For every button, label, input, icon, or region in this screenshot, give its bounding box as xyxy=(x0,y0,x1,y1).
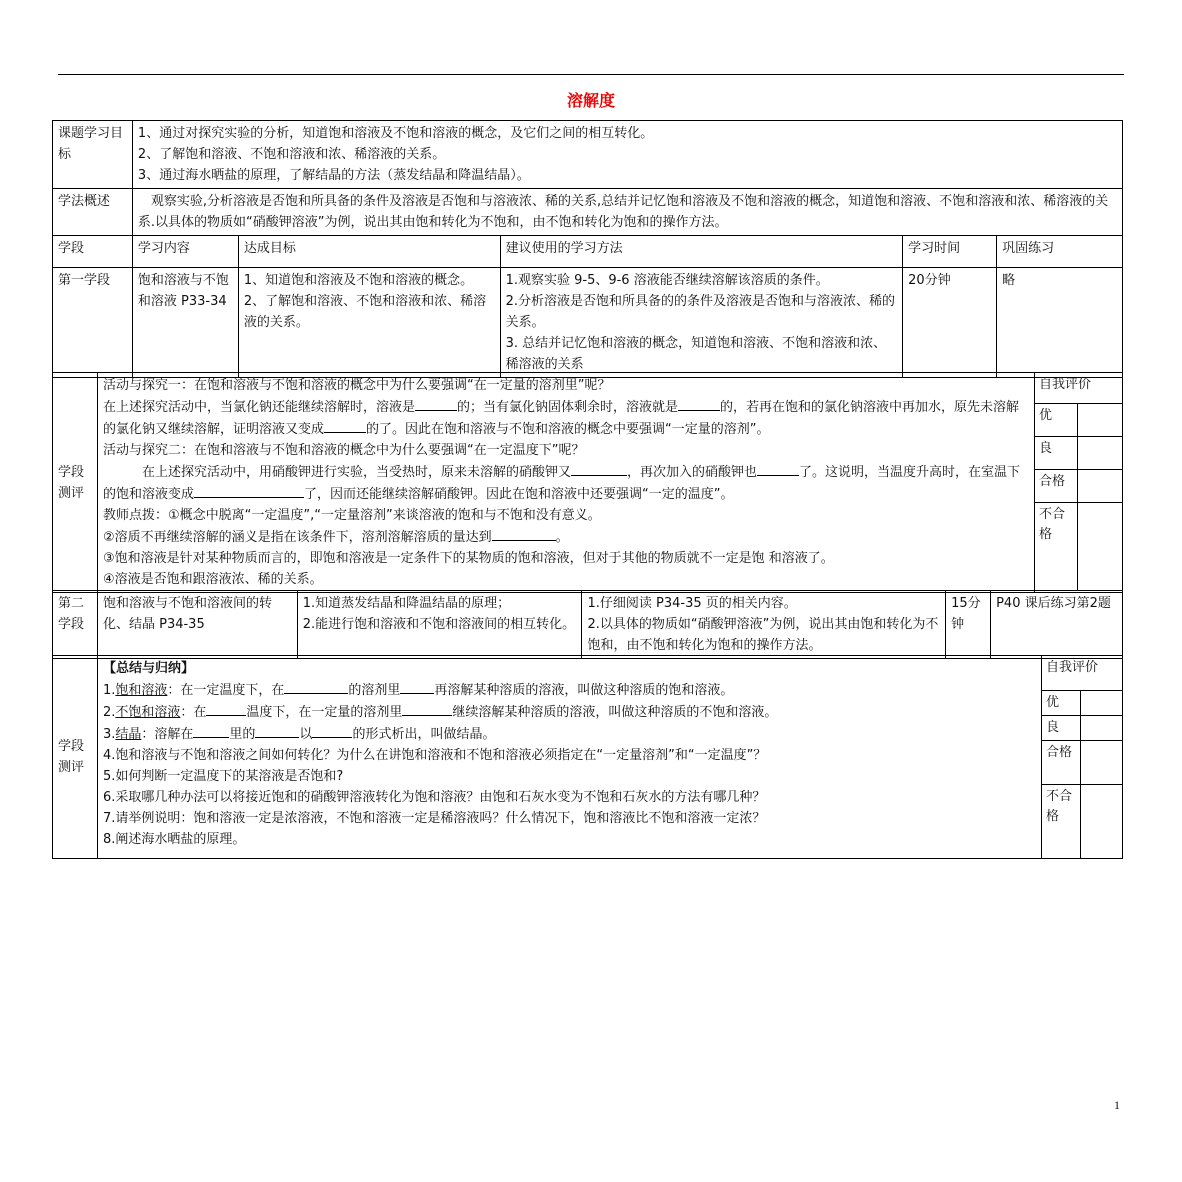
stage1-methods xyxy=(500,268,903,378)
question-7: 7.请举例说明：饱和溶液一定是浓溶液，不饱和溶液一定是稀溶液吗？什么情况下，饱和溶液比不饱和溶液一定浓？ xyxy=(102,811,766,826)
grade-box xyxy=(1078,469,1122,502)
text: 在上述探究活动中，用硝酸钾进行实验，当受热时，原来未溶解的硝酸钾又 xyxy=(141,465,571,480)
self-eval-cell xyxy=(1035,373,1123,593)
question-4: 4.饱和溶液与不饱和溶液之间如何转化？为什么在讲饱和溶液和不饱和溶液必须指定在“一定量溶剂”和“一定温度”？ xyxy=(102,748,767,763)
self-eval-cell xyxy=(1042,656,1123,859)
activity2-question: 活动与探究二：在饱和溶液与不饱和溶液的概念中为什么要强调“在一定温度下”呢？ xyxy=(102,443,585,458)
fill-blank xyxy=(312,723,352,738)
text: 在上述探究活动中，当氯化钠还能继续溶解时，溶液是 xyxy=(102,400,415,415)
question-3 xyxy=(103,723,1036,745)
eval1-row xyxy=(53,373,1123,593)
goals-list xyxy=(132,121,1122,189)
stage1-content: 饱和溶液与不饱和溶液 P33-34 xyxy=(132,268,238,378)
eval2-label: 学段测评 xyxy=(53,656,98,859)
text: 2. xyxy=(102,705,116,720)
grade-box xyxy=(1078,436,1122,469)
term: 结晶 xyxy=(115,727,142,742)
activity1-question: 活动与探究一：在饱和溶液与不饱和溶液的概念中为什么要强调“在一定量的溶剂里”呢？ xyxy=(102,378,611,393)
activity1-text xyxy=(103,396,1029,440)
fill-blank xyxy=(284,679,348,694)
grade-box xyxy=(1081,715,1122,740)
fill-blank xyxy=(255,723,299,738)
grade-excellent: 优 xyxy=(1035,403,1078,436)
text: 继续溶解某种溶质的溶液，叫做这种溶质的不饱和溶液。 xyxy=(452,705,778,720)
text: ：在 xyxy=(180,705,207,720)
fill-blank xyxy=(194,483,304,498)
question-8: 8.阐述海水晒盐的原理。 xyxy=(102,832,246,847)
header-rule xyxy=(58,74,1124,75)
fill-blank xyxy=(757,461,799,476)
header-time: 学习时间 xyxy=(903,236,997,268)
text: 3. xyxy=(102,727,116,742)
self-eval-title: 自我评价 xyxy=(1046,660,1099,675)
text: 。 xyxy=(555,530,569,545)
fill-blank xyxy=(415,396,457,411)
grade-good: 良 xyxy=(1035,436,1078,469)
stage2-content: 饱和溶液与不饱和溶液间的转化、结晶 P34-35 xyxy=(97,591,297,659)
goals-row xyxy=(53,121,1123,189)
text: 的，若再在饱和的氯化钠溶液中再加水，原先未溶解的氯化钠又继续溶解，证明溶液又变成 xyxy=(102,400,1020,437)
stage2-table xyxy=(52,590,1123,659)
stage2-label: 第二学段 xyxy=(53,591,98,659)
page-number: 1 xyxy=(1114,1098,1120,1112)
text: ，再次加入的硝酸钾也 xyxy=(626,465,757,480)
stage2-time: 15分钟 xyxy=(946,591,991,659)
eval2-table xyxy=(52,655,1123,859)
header-row xyxy=(53,236,1123,268)
goal-item: 1、通过对探究实验的分析，知道饱和溶液及不饱和溶液的概念，及它们之间的相互转化。 xyxy=(137,126,654,141)
activity2-text xyxy=(103,461,1029,505)
fill-blank xyxy=(193,723,229,738)
stage1-row xyxy=(53,268,1123,378)
stage1-method: 1.观察实验 9-5、9-6 溶液能否继续溶解该溶质的条件。 xyxy=(505,273,829,288)
fill-blank xyxy=(571,461,627,476)
grade-box xyxy=(1081,740,1122,784)
eval1-label: 学段测评 xyxy=(53,373,98,593)
note3: ③饱和溶液是针对某种物质而言的，即饱和溶液是一定条件下的某物质的饱和溶液，但对于其他的物质就不一定是饱 和溶液了。 xyxy=(102,551,834,566)
stage2-practice: P40 课后练习第2题 xyxy=(991,591,1123,659)
method-row xyxy=(53,189,1123,236)
stage2-goal: 1.知道蒸发结晶和降温结晶的原理； xyxy=(302,596,511,611)
term: 不饱和溶液 xyxy=(115,705,181,720)
question-6: 6.采取哪几种办法可以将接近饱和的硝酸钾溶液转化为饱和溶液？由饱和石灰水变为不饱和石灰水的方法有哪几种？ xyxy=(102,790,766,805)
grade-fail: 不合格 xyxy=(1035,502,1078,590)
eval1-table xyxy=(52,372,1123,593)
fill-blank xyxy=(400,679,434,694)
text: 了，因而还能继续溶解硝酸钾。因此在饱和溶液中还要强调“一定的温度”。 xyxy=(303,487,734,502)
stage1-goals xyxy=(238,268,500,378)
goals-label: 课题学习目标 xyxy=(53,121,133,189)
grade-pass: 合格 xyxy=(1042,740,1081,784)
fill-blank xyxy=(492,526,556,541)
method-label: 学法概述 xyxy=(53,189,133,236)
text: 的形式析出，叫做结晶。 xyxy=(352,727,496,742)
stage2-method: 2.以具体的物质如“硝酸钾溶液”为例，说出其由饱和转化为不饱和，由不饱和转化为饱和的操作方法。 xyxy=(587,617,939,653)
note2 xyxy=(103,526,1029,548)
fill-blank xyxy=(206,701,246,716)
stage2-methods xyxy=(582,591,946,659)
eval1-body xyxy=(97,373,1034,593)
self-eval-title: 自我评价 xyxy=(1039,377,1092,392)
fill-blank xyxy=(402,701,452,716)
header-method: 建议使用的学习方法 xyxy=(500,236,903,268)
lesson-plan-table xyxy=(52,120,1123,378)
question-5: 5.如何判断一定温度下的某溶液是否饱和? xyxy=(102,769,344,784)
header-practice: 巩固练习 xyxy=(997,236,1123,268)
summary-heading: 【总结与归纳】 xyxy=(102,661,194,676)
self-eval-grid xyxy=(1035,373,1122,590)
stage2-goals xyxy=(297,591,582,659)
text: 的溶剂里 xyxy=(348,683,401,698)
stage1-goal: 2、了解饱和溶液、不饱和溶液和浓、稀溶液的关系。 xyxy=(243,294,487,330)
note4: ④溶液是否饱和跟溶液浓、稀的关系。 xyxy=(102,572,323,587)
text: 再溶解某种溶质的溶液，叫做这种溶质的饱和溶液。 xyxy=(434,683,734,698)
grade-pass: 合格 xyxy=(1035,469,1078,502)
stage2-method: 1.仔细阅读 P34-35 页的相关内容。 xyxy=(587,596,797,611)
question-2 xyxy=(103,701,1036,723)
fill-blank xyxy=(324,418,366,433)
goal-item: 2、了解饱和溶液、不饱和溶液和浓、稀溶液的关系。 xyxy=(137,147,446,162)
text: ：溶解在 xyxy=(141,727,194,742)
stage1-label: 第一学段 xyxy=(53,268,133,378)
grade-excellent: 优 xyxy=(1042,690,1081,715)
text: 的；当有氯化钠固体剩余时，溶液就是 xyxy=(456,400,678,415)
grade-fail: 不合格 xyxy=(1042,784,1081,858)
text: 1. xyxy=(102,683,116,698)
text: 以 xyxy=(299,727,313,742)
header-goal: 达成目标 xyxy=(238,236,500,268)
term: 饱和溶液 xyxy=(115,683,168,698)
self-eval-grid xyxy=(1042,656,1122,858)
question-1 xyxy=(103,679,1036,701)
grade-box xyxy=(1078,502,1122,590)
eval2-body xyxy=(97,656,1041,859)
method-text: 观察实验,分析溶液是否饱和所具备的条件及溶液是否饱和与溶液浓、稀的关系,总结并记忆饱和溶液及不饱和溶液的概念，知道饱和溶液、不饱和溶液和浓、稀溶液的关系.以具体的物质如“硝酸钾溶液”为例，说出其由饱和转化为不饱和，由不饱和转化为饱和的操作方法。 xyxy=(132,189,1122,236)
stage1-time: 20分钟 xyxy=(903,268,997,378)
grade-box xyxy=(1081,784,1122,858)
text: 了。这说明，当温度升高时，在室温下的饱和溶液变成 xyxy=(102,465,1021,502)
grade-good: 良 xyxy=(1042,715,1081,740)
grade-box xyxy=(1081,690,1122,715)
stage1-goal: 1、知道饱和溶液及不饱和溶液的概念。 xyxy=(243,273,474,288)
stage2-row xyxy=(53,591,1123,659)
goal-item: 3、通过海水晒盐的原理，了解结晶的方法（蒸发结晶和降温结晶）。 xyxy=(137,168,530,183)
stage1-method: 3. 总结并记忆饱和溶液的概念，知道饱和溶液、不饱和溶液和浓、稀溶液的关系 xyxy=(505,336,887,372)
page-title: 溶解度 xyxy=(566,91,615,110)
grade-box xyxy=(1078,403,1122,436)
text: ②溶质不再继续溶解的涵义是指在该条件下，溶剂溶解溶质的量达到 xyxy=(102,530,492,545)
text: 温度下，在一定量的溶剂里 xyxy=(246,705,403,720)
teacher-note: 教师点拨：①概念中脱离“一定温度”,“一定量溶剂”来谈溶液的饱和与不饱和没有意义。 xyxy=(102,508,601,523)
text: 里的 xyxy=(229,727,256,742)
text: ：在一定温度下，在 xyxy=(167,683,285,698)
fill-blank xyxy=(678,396,720,411)
stage1-practice: 略 xyxy=(997,268,1123,378)
header-content: 学习内容 xyxy=(132,236,238,268)
stage1-method: 2.分析溶液是否饱和所具备的的条件及溶液是否饱和与溶液浓、稀的关系。 xyxy=(505,294,895,330)
stage2-goal: 2.能进行饱和溶液和不饱和溶液间的相互转化。 xyxy=(302,617,576,632)
text: 的了。因此在饱和溶液与不饱和溶液的概念中要强调“一定量的溶剂”。 xyxy=(365,422,770,437)
header-stage: 学段 xyxy=(53,236,133,268)
eval2-row xyxy=(53,656,1123,859)
